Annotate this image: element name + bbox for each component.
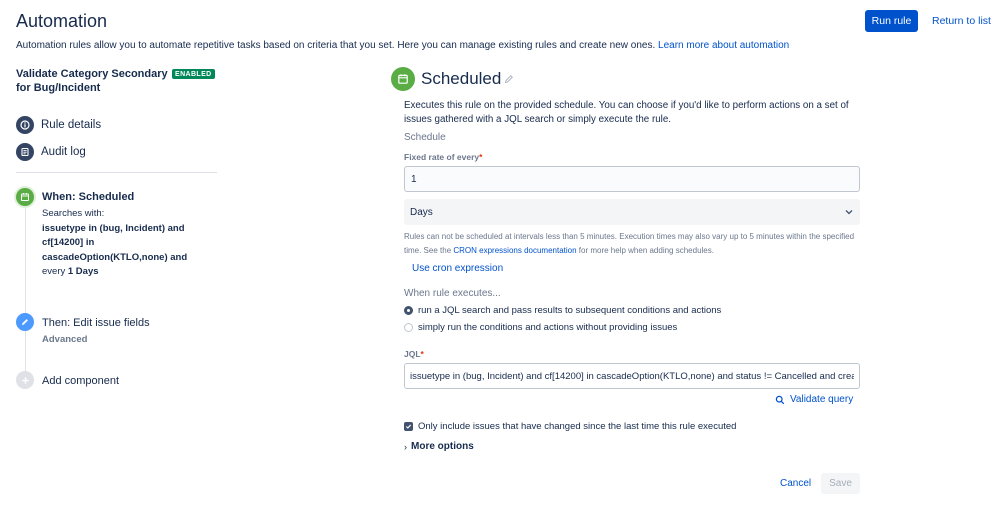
radio-selected[interactable] bbox=[404, 306, 413, 315]
return-to-list-link[interactable]: Return to list bbox=[932, 15, 991, 27]
trigger-every-value: 1 Days bbox=[67, 266, 99, 277]
help-prefix: Rules can not be scheduled at intervals less than 5 minutes. Execution times may also vary up to 5 minutes within the specified time. See the bbox=[404, 232, 855, 255]
rule-name: Validate Category Secondary for Bug/Incident bbox=[16, 68, 168, 94]
document-icon bbox=[16, 143, 34, 161]
plus-icon[interactable] bbox=[16, 371, 34, 389]
sidebar-item-label: Rule details bbox=[41, 119, 102, 131]
sidebar-item-rule-details[interactable] bbox=[16, 116, 101, 134]
action-title[interactable]: Then: Edit issue fields bbox=[42, 317, 150, 329]
edit-icon[interactable] bbox=[504, 74, 514, 84]
trigger-jql: issuetype in (bug, Incident) and cf[14200] in cascadeOption(KTLO,none) and bbox=[42, 222, 188, 263]
checkbox-checked[interactable] bbox=[404, 422, 413, 431]
info-icon bbox=[16, 116, 34, 134]
chevron-down-icon bbox=[844, 207, 854, 217]
action-subtitle: Advanced bbox=[42, 334, 88, 345]
validate-query-button[interactable] bbox=[775, 394, 853, 405]
pencil-icon[interactable] bbox=[16, 313, 34, 331]
add-component-button[interactable]: Add component bbox=[42, 375, 120, 387]
learn-more-link[interactable]: Learn more about automation bbox=[658, 40, 790, 51]
save-button[interactable]: Save bbox=[821, 473, 860, 494]
interval-unit-select[interactable] bbox=[404, 199, 860, 225]
trigger-title[interactable]: When: Scheduled bbox=[42, 191, 135, 203]
sidebar-item-audit-log[interactable] bbox=[16, 143, 86, 161]
page-title: Automation bbox=[16, 11, 108, 31]
use-cron-expression-link[interactable]: Use cron expression bbox=[412, 263, 504, 274]
intro-text bbox=[16, 40, 789, 51]
radio-simple-run[interactable] bbox=[404, 322, 677, 333]
cancel-button[interactable]: Cancel bbox=[780, 478, 812, 489]
help-suffix: for more help when adding schedules. bbox=[578, 246, 714, 255]
trigger-description bbox=[42, 207, 202, 280]
schedule-help-text bbox=[404, 230, 859, 258]
jql-field-label bbox=[404, 349, 424, 359]
required-marker: * bbox=[479, 152, 483, 162]
only-changed-label: Only include issues that have changed since the last time this rule executed bbox=[418, 421, 737, 432]
schedule-section-label: Schedule bbox=[404, 132, 446, 143]
trigger-every-prefix: every bbox=[42, 266, 66, 277]
run-rule-button[interactable]: Run rule bbox=[865, 10, 918, 32]
search-icon bbox=[775, 395, 785, 405]
rate-field-label bbox=[404, 152, 482, 162]
jql-label-text: JQL bbox=[404, 349, 421, 359]
radio-jql-label: run a JQL search and pass results to subsequent conditions and actions bbox=[418, 305, 722, 316]
checkmark-icon bbox=[405, 423, 412, 430]
component-description: Executes this rule on the provided schedule. You can choose if you'd like to perform actions on a set of issues gathered with a JQL search or simply execute the rule. bbox=[404, 100, 849, 125]
interval-unit-value: Days bbox=[410, 206, 433, 218]
jql-input[interactable] bbox=[404, 363, 860, 389]
required-marker: * bbox=[420, 349, 424, 359]
radio-jql-search[interactable] bbox=[404, 305, 721, 316]
only-changed-checkbox-row[interactable] bbox=[404, 421, 736, 432]
rate-input[interactable] bbox=[404, 166, 860, 192]
when-executes-label: When rule executes... bbox=[404, 288, 501, 299]
validate-query-label: Validate query bbox=[790, 394, 854, 405]
calendar-icon[interactable] bbox=[16, 188, 34, 206]
component-title: Scheduled bbox=[421, 69, 502, 88]
more-options-toggle[interactable] bbox=[404, 441, 474, 452]
sidebar-divider bbox=[16, 172, 217, 173]
rate-label-text: Fixed rate of every bbox=[404, 152, 480, 162]
sidebar-item-label: Audit log bbox=[41, 146, 86, 158]
cron-docs-link[interactable]: CRON expressions documentation bbox=[453, 246, 577, 255]
timeline-connector bbox=[25, 205, 26, 375]
trigger-searches-label: Searches with: bbox=[42, 208, 105, 219]
radio-simple-label: simply run the conditions and actions without providing issues bbox=[418, 322, 678, 333]
calendar-icon bbox=[391, 67, 415, 91]
more-options-label: More options bbox=[411, 441, 474, 452]
status-badge: ENABLED bbox=[172, 69, 215, 79]
chevron-right-icon: › bbox=[404, 441, 407, 452]
radio-unselected[interactable] bbox=[404, 323, 413, 332]
intro-description: Automation rules allow you to automate repetitive tasks based on criteria that you set. Here you can manage existing rules and create new ones. bbox=[16, 40, 656, 51]
